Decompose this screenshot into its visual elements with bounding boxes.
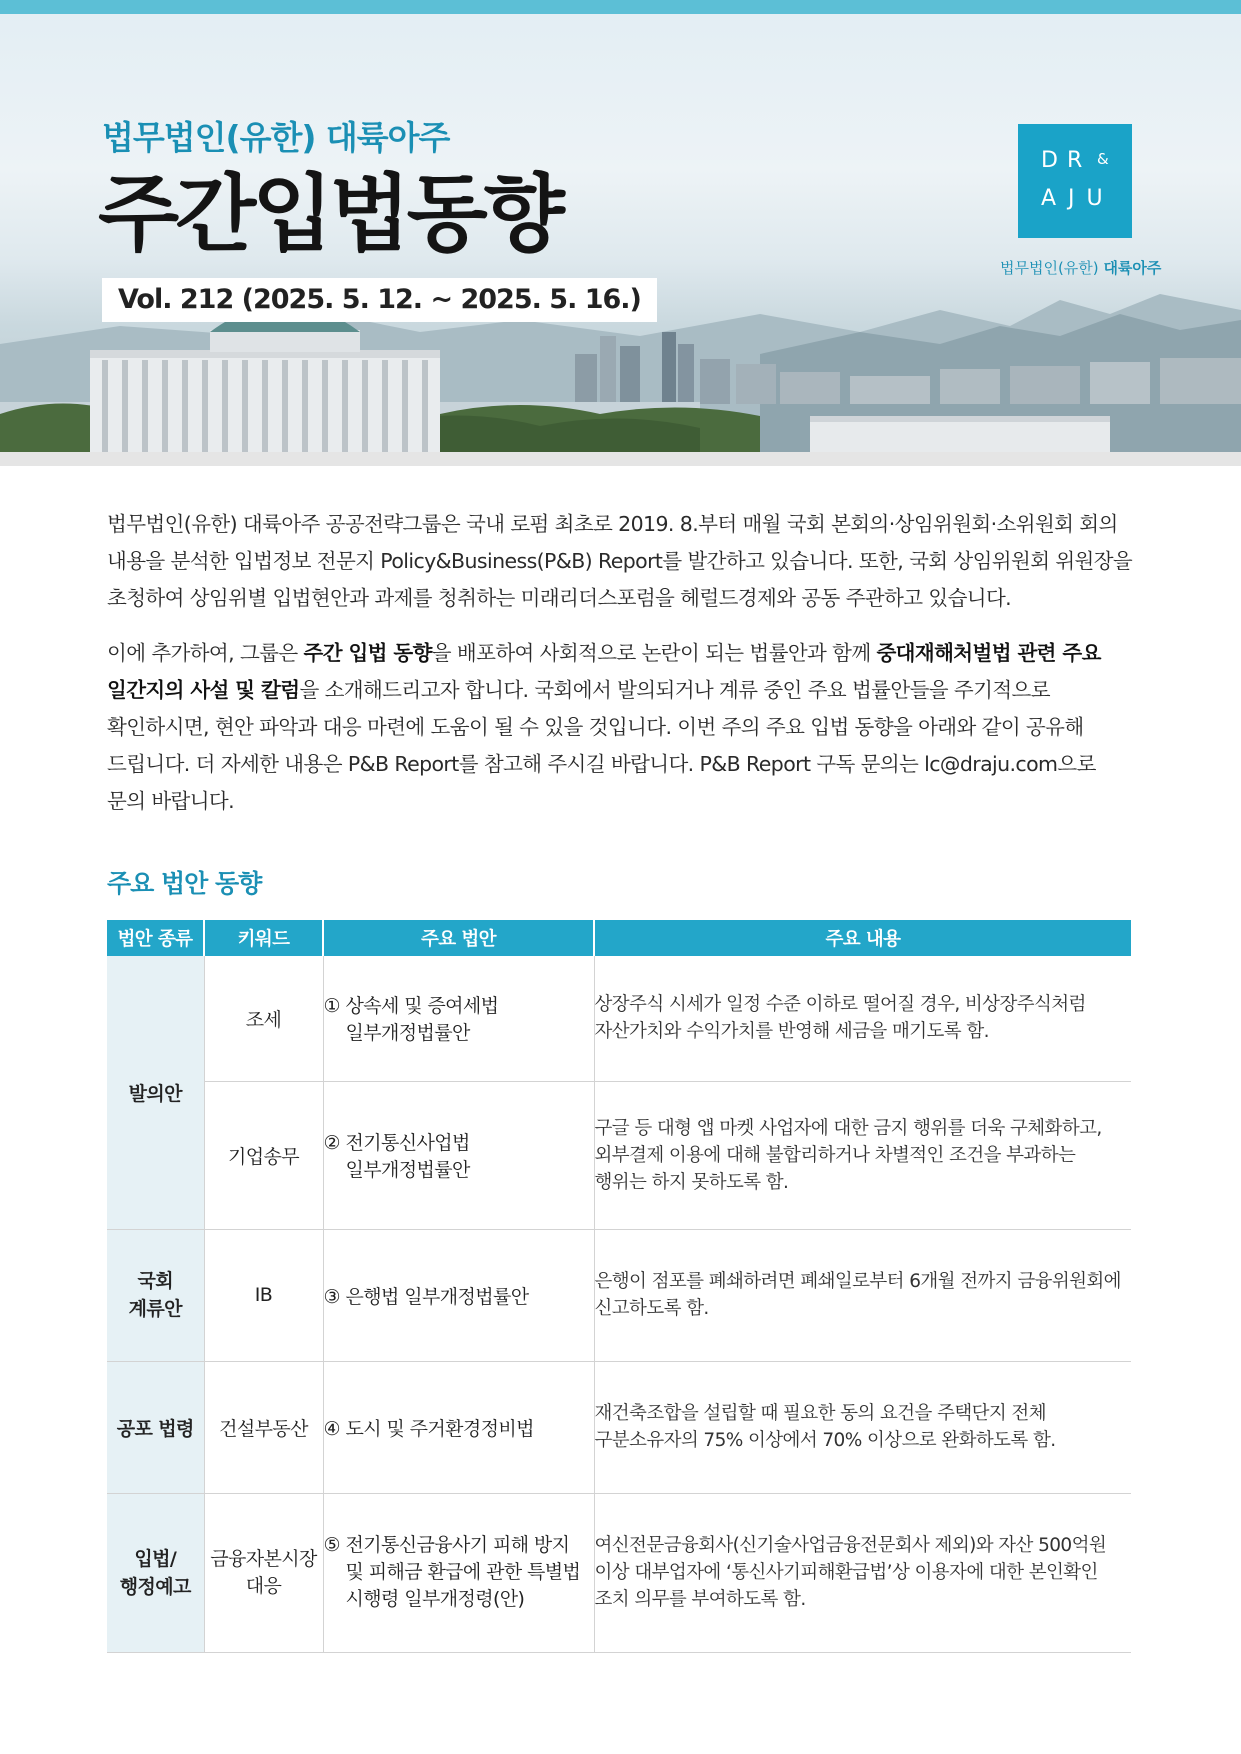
- bill-category: 입법/ 행정예고: [107, 1493, 204, 1652]
- bill-name-line: 전기통신금융사기 피해 방지: [345, 1534, 570, 1556]
- column-header-type: 법안 종류: [107, 920, 204, 956]
- bill-summary: 은행이 점포를 폐쇄하려면 폐쇄일로부터 6개월 전까지 금융위원회에 신고하도록 함.: [594, 1229, 1131, 1361]
- bill-summary: 구글 등 대형 앱 마켓 사업자에 대한 금지 행위를 더욱 구체화하고, 외부결제 이용에 대해 불합리하거나 차별적인 조건을 부과하는 행위는 하지 못하도록 함.: [594, 1081, 1131, 1229]
- bill-name-line: 상속세 및 증여세법: [345, 995, 499, 1018]
- newsletter-title: 주간입법동향: [98, 165, 561, 263]
- bill-name-line: 시행령 일부개정령(안): [345, 1588, 525, 1610]
- firm-logo: [1018, 124, 1132, 238]
- intro-paragraph-1: 법무법인(유한) 대륙아주 공공전략그룹은 국내 로펌 최초로 2019. 8.부터 매월 국회 본회의·상임위원회·소위원회 회의 내용을 분석한 입법정보 전문지 Policy&Business(P&B) Report를 발간하고 있습니다. 또한, 국회 상임위원회 위원장을 초청하여 상임위별 입법현안과 과제를 청취하는 미래리더스포럼을 헤럴드경제와 공동 주관하고 있습니다.: [107, 512, 1133, 610]
- table-row: [107, 1361, 1131, 1493]
- bill-category: 공포 법령: [107, 1361, 204, 1493]
- firm-name: 법무법인(유한) 대륙아주: [102, 118, 450, 157]
- intro-text-run: 을 배포하여 사회적으로 논란이 되는 법률안과 함께: [431, 641, 877, 665]
- banner-bottom-strip: [0, 452, 1241, 466]
- bill-name-line: 일부개정법률안: [345, 1022, 470, 1045]
- bill-name-line: 은행법 일부개정법률안: [345, 1285, 529, 1308]
- table-row: [107, 1081, 1131, 1229]
- intro-text: [107, 506, 1134, 838]
- column-header-keyword: 키워드: [204, 920, 323, 956]
- bill-summary: 여신전문금융회사(신기술사업금융전문회사 제외)와 자산 500억원 이상 대부업자에 ‘통신사기피해환급법’상 이용자에 대한 본인확인 조치 의무를 부여하도록 함.: [594, 1493, 1131, 1652]
- bill-keyword: 금융자본시장 대응: [204, 1493, 323, 1652]
- logo-ampersand: &: [1097, 150, 1109, 168]
- bill-number: ⑤: [323, 1534, 340, 1556]
- bill-name: [323, 956, 594, 1081]
- bill-keyword: 기업송무: [204, 1081, 323, 1229]
- bill-keyword: 건설부동산: [204, 1361, 323, 1493]
- logo-caption-name: 대륙아주: [1103, 259, 1162, 277]
- logo-caption: [1000, 257, 1161, 278]
- volume-label: Vol. 212 (2025. 5. 12. ~ 2025. 5. 16.): [102, 278, 657, 322]
- section-title: 주요 법안 동향: [107, 869, 262, 898]
- intro-bold-run: 주간 입법 동향: [303, 641, 432, 665]
- top-accent-bar: [0, 0, 1241, 14]
- bill-name-line: 전기통신사업법: [345, 1132, 470, 1154]
- bill-number: ②: [323, 1132, 340, 1154]
- bill-name-line: 및 피해금 환급에 관한 특별법: [345, 1561, 581, 1583]
- bill-number: ④: [323, 1417, 340, 1440]
- bill-keyword: 조세: [204, 956, 323, 1081]
- bill-name: [323, 1081, 594, 1229]
- bill-category: 국회 계류안: [107, 1229, 204, 1361]
- intro-text-run: 이에 추가하여, 그룹은: [107, 641, 304, 665]
- bill-number: ①: [323, 995, 340, 1018]
- intro-bold-run: 중대재해처벌법 관련 주요 일간지의 사설 및 칼럼: [107, 641, 1101, 702]
- bill-name: [323, 1493, 594, 1652]
- column-header-bill: 주요 법안: [323, 920, 594, 956]
- intro-text-run: 을 소개해드리고자 합니다. 국회에서 발의되거나 계류 중인 주요 법률안들을 주기적으로 확인하시면, 현안 파악과 대응 마련에 도움이 될 수 있을 것입니다. 이번 주의 주요 입법 동향을 아래와 같이 공유해 드립니다. 더 자세한 내용은 P&B Report를 참고해 주시길 바랍니다. P&B Report 구독 문의는 lc@draju.com으로 문의 바랍니다.: [107, 678, 1096, 813]
- bill-keyword: IB: [204, 1229, 323, 1361]
- header-banner: [0, 14, 1241, 460]
- bill-name-line: 도시 및 주거환경정비법: [345, 1417, 534, 1440]
- bill-summary: 재건축조합을 설립할 때 필요한 동의 요건을 주택단지 전체 구분소유자의 75% 이상에서 70% 이상으로 완화하도록 함.: [594, 1361, 1131, 1493]
- bill-category: 발의안: [107, 956, 204, 1229]
- table-row: [107, 1493, 1131, 1652]
- bills-table: [107, 920, 1131, 1653]
- intro-paragraph-2: [107, 635, 1134, 820]
- column-header-summary: 주요 내용: [594, 920, 1131, 956]
- logo-text-dr: DR: [1041, 148, 1092, 173]
- bill-number: ③: [323, 1285, 340, 1308]
- logo-text-aju: AJU: [1041, 186, 1115, 211]
- logo-caption-prefix: 법무법인(유한): [1000, 259, 1099, 277]
- table-row: [107, 1229, 1131, 1361]
- table-header-row: [107, 920, 1131, 956]
- bill-name-line: 일부개정법률안: [345, 1159, 470, 1181]
- bill-name: [323, 1361, 594, 1493]
- table-row: [107, 956, 1131, 1081]
- bill-summary: 상장주식 시세가 일정 수준 이하로 떨어질 경우, 비상장주식처럼 자산가치와 수익가치를 반영해 세금을 매기도록 함.: [594, 956, 1131, 1081]
- bill-name: [323, 1229, 594, 1361]
